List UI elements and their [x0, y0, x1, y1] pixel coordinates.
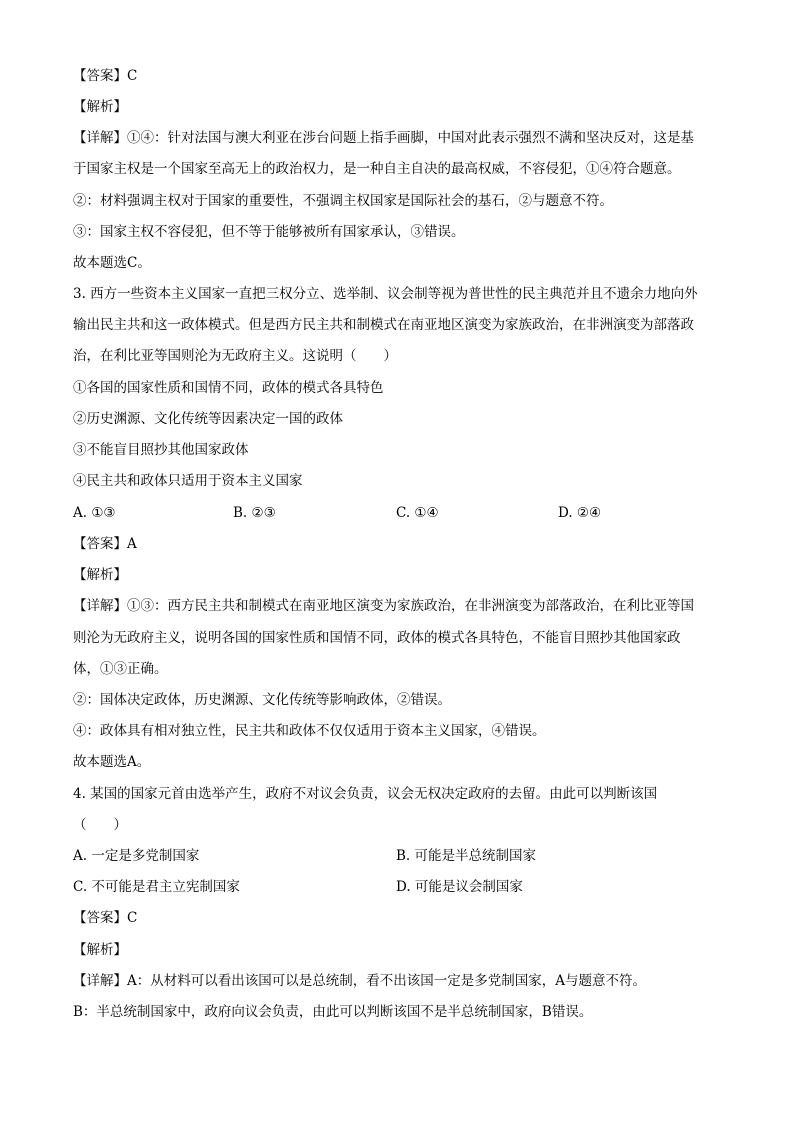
q4-answer: 【答案】C [73, 910, 138, 926]
q3-stem-line-1: 3. 西方一些资本主义国家一直把三权分立、选举制、议会制等视为普世性的民主典范并且不遗余力地向外 [73, 286, 698, 302]
q4-detail-line-1: 【详解】A：从材料可以看出该国可以是总统制，看不出该国一定是多党制国家，A与题意不符。 [73, 973, 646, 989]
q3-detail-line-1: 【详解】①③：西方民主共和制模式在南亚地区演变为家族政治，在非洲演变为部落政治，在利比亚等国 [73, 598, 694, 614]
q3-item-4: ④民主共和政体只适用于资本主义国家 [73, 473, 303, 489]
q3-stem-line-2: 输出民主共和这一政体模式。但是西方民主共和制模式在南亚地区演变为家族政治，在非洲演变为部落政 [73, 317, 694, 333]
q4-option-c: C. 不可能是君主立宪制国家 [73, 879, 240, 895]
q3-conclusion: 故本题选A。 [73, 754, 151, 770]
q3-analysis-heading: 【解析】 [73, 567, 127, 583]
q4-stem-line-1: 4. 某国的国家元首由选举产生，政府不对议会负责，议会无权决定政府的去留。由此可以判断该国 [73, 786, 658, 802]
q3-item-2: ②历史渊源、文化传统等因素决定一国的政体 [73, 411, 343, 427]
q3-detail-line-2: 则沦为无政府主义，说明各国的国家性质和国情不同，政体的模式各具特色，不能盲目照抄其他国家政 [73, 630, 681, 646]
q2-detail-line-2: 于国家主权是一个国家至高无上的政治权力，是一种自主自决的最高权威，不容侵犯，①④符合题意。 [73, 161, 681, 177]
q4-detail-line-2: B：半总统制国家中，政府向议会负责，由此可以判断该国不是半总统制国家，B错误。 [73, 1004, 593, 1020]
q3-option-a: A. ①③ [73, 505, 116, 521]
q3-detail-line-4: ②：国体决定政体，历史渊源、文化传统等影响政体，②错误。 [73, 692, 451, 708]
q4-analysis-heading: 【解析】 [73, 942, 127, 958]
q3-detail-line-5: ④：政体具有相对独立性，民主共和政体不仅仅适用于资本主义国家，④错误。 [73, 723, 546, 739]
q3-answer: 【答案】A [73, 536, 137, 552]
q2-answer: 【答案】C [73, 68, 138, 84]
q2-detail-line-3: ②：材料强调主权对于国家的重要性，不强调主权国家是国际社会的基石，②与题意不符。 [73, 193, 613, 209]
q4-stem-line-2: （ ） [73, 817, 127, 833]
q4-option-b: B. 可能是半总统制国家 [396, 848, 537, 864]
q2-conclusion: 故本题选C。 [73, 255, 151, 271]
q3-detail-line-3: 体，①③正确。 [73, 661, 168, 677]
q3-stem-line-3: 治，在利比亚等国则沦为无政府主义。这说明（ ） [73, 348, 397, 364]
q4-option-d: D. 可能是议会制国家 [396, 879, 523, 895]
q2-detail-line-4: ③：国家主权不容侵犯，但不等于能够被所有国家承认，③错误。 [73, 224, 465, 240]
q3-option-d: D. ②④ [558, 505, 602, 521]
q3-item-1: ①各国的国家性质和国情不同，政体的模式各具特色 [73, 380, 384, 396]
q2-detail-line-1: 【详解】①④：针对法国与澳大利亚在涉台问题上指手画脚，中国对此表示强烈不满和坚决反对，这是基 [73, 130, 694, 146]
q3-option-b: B. ②③ [233, 505, 276, 521]
q4-option-a: A. 一定是多党制国家 [73, 848, 200, 864]
q3-option-c: C. ①④ [396, 505, 439, 521]
q2-analysis-heading: 【解析】 [73, 99, 127, 115]
q3-item-3: ③不能盲目照抄其他国家政体 [73, 442, 249, 458]
